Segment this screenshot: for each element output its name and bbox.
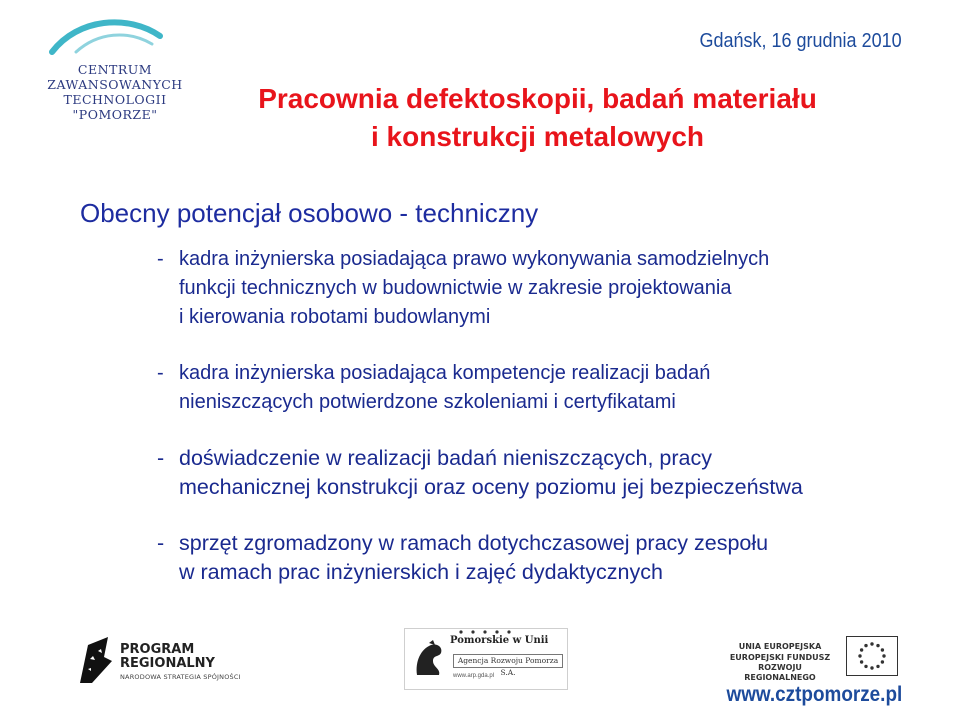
bullet-item	[157, 444, 917, 502]
program-regionalny-line-3: NARODOWA STRATEGIA SPÓJNOŚCI	[120, 673, 241, 681]
pomorskie-title: Pomorskie w Unii	[450, 635, 549, 646]
bullet-line: funkcji technicznych w budownictwie w zakresie projektowania	[179, 277, 732, 299]
bullet-line: w ramach prac inżynierskich i zajęć dydaktycznych	[179, 560, 663, 584]
slide-title-line-2: i konstrukcji metalowych	[371, 121, 704, 152]
ue-line-2: EUROPEJSKI FUNDUSZ	[729, 653, 831, 662]
section-heading: Obecny potencjał osobowo - techniczny	[80, 198, 539, 228]
slide-title	[0, 80, 960, 156]
bullet-list	[157, 245, 917, 614]
bullet-line: kadra inżynierska posiadająca prawo wykonywania samodzielnych	[179, 248, 770, 270]
logo-swoosh-icon	[48, 18, 168, 58]
program-regionalny-logo	[78, 635, 248, 687]
ue-line-1: UNIA EUROPEJSKA	[738, 642, 822, 651]
griffin-icon	[411, 639, 447, 679]
bullet-line: kadra inżynierska posiadająca kompetencje realizacji badań	[179, 362, 711, 384]
bullet-item	[157, 359, 917, 417]
logo-line-3: TECHNOLOGII	[63, 92, 167, 107]
program-regionalny-line-1: PROGRAM	[120, 642, 195, 657]
bullet-item	[157, 245, 917, 332]
bullet-line: i kierowania robotami budowlanymi	[179, 306, 491, 328]
bullet-dash: -	[157, 248, 164, 270]
bullet-dash: -	[157, 531, 165, 555]
ue-line-3: ROZWOJU REGIONALNEGO	[744, 663, 816, 682]
slide-title-line-1: Pracownia defektoskopii, badań materiału	[258, 83, 817, 114]
bullet-line: sprzęt zgromadzony w ramach dotychczasowej pracy zespołu	[179, 531, 769, 555]
eu-flag-icon	[846, 636, 898, 676]
bullet-dash: -	[157, 362, 164, 384]
bullet-line: doświadczenie w realizacji badań nieniszczących, pracy	[179, 446, 712, 470]
logo-line-4: "POMORZE"	[72, 107, 158, 122]
pomorskie-w-unii-logo	[404, 628, 568, 690]
unia-europejska-logo	[728, 636, 903, 682]
pomorskie-url: www.arp.gda.pl	[453, 673, 495, 679]
slide-date: Gdańsk, 16 grudnia 2010	[699, 30, 902, 52]
logo-line-2: ZAWANSOWANYCH	[47, 77, 183, 92]
program-regionalny-line-2: REGIONALNY	[120, 656, 215, 671]
website-link[interactable]: www.cztpomorze.pl	[726, 683, 902, 706]
bullet-item	[157, 529, 917, 587]
logo-line-1: CENTRUM	[77, 62, 153, 77]
bullet-line: mechanicznej konstrukcji oraz oceny poziomu jej bezpieczeństwa	[179, 475, 803, 499]
pomorskie-subtitle: Agencja Rozwoju Pomorza S.A.	[453, 654, 563, 668]
bullet-dash: -	[157, 446, 165, 470]
program-regionalny-icon	[78, 635, 114, 685]
bullet-line: nieniszczących potwierdzone szkoleniami i certyfikatami	[179, 391, 676, 413]
